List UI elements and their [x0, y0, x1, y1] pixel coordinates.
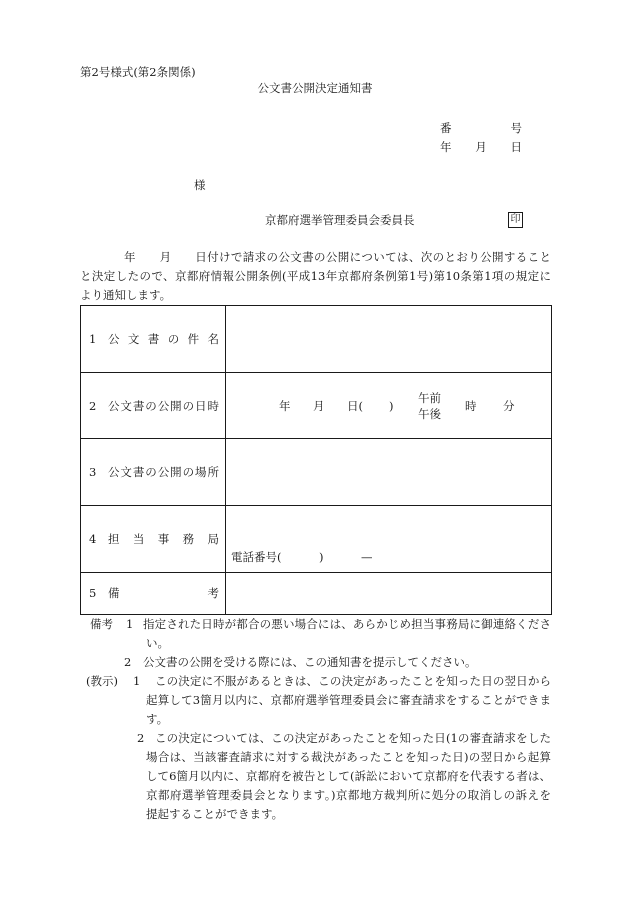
row-number: 5 — [89, 586, 97, 600]
row-label: 公文書の件名 — [108, 332, 219, 346]
instruction-line: す。 — [146, 712, 169, 726]
body-line: と決定したので、京都府情報公開条例(平成13年京都府条例第1号)第10条第1項の規定に — [80, 269, 551, 283]
row-number: 3 — [89, 465, 97, 479]
reference-number: 番 号 — [440, 121, 522, 135]
instruction-line: この決定については、この決定があったことを知った日(1の審査請求をした — [155, 731, 551, 745]
remark-number: 2 — [124, 655, 132, 669]
remark-line: い。 — [146, 636, 169, 650]
row-label: 備考 — [108, 586, 219, 600]
row-label: 公文書の公開の日時 — [108, 399, 219, 413]
table-row — [81, 306, 551, 373]
remarks-label: 備考 — [90, 617, 113, 631]
pm-label: 午後 — [418, 407, 441, 421]
table-row — [81, 506, 551, 573]
instruction-line: 場合は、当該審査請求に対する裁決があったことを知った日)の翌日から起算 — [146, 750, 551, 764]
reference-date: 年 月 日 — [440, 140, 522, 154]
instruction-number: 2 — [137, 731, 145, 745]
body-line: より通知します。 — [80, 288, 172, 302]
row-number: 1 — [89, 332, 97, 346]
table-row — [81, 373, 551, 439]
row-number: 4 — [89, 532, 97, 546]
issuer-name: 京都府選挙管理委員会委員長 — [265, 213, 415, 227]
document-title: 公文書公開決定通知書 — [257, 81, 373, 95]
addressee-suffix: 様 — [194, 178, 206, 192]
remark-line: 指定された日時が都合の悪い場合には、あらかじめ担当事務局に御連絡くださ — [143, 617, 551, 631]
month-label: 月 — [313, 399, 325, 413]
row-label: 担当事務局 — [108, 532, 219, 546]
disclosure-table — [80, 305, 552, 615]
seal-mark: 印 — [508, 212, 523, 228]
instruction-line: この決定に不服があるときは、この決定があったことを知った日の翌日から — [155, 674, 551, 688]
table-row — [81, 573, 551, 614]
day-close: ) — [389, 399, 394, 413]
row-number: 2 — [89, 399, 97, 413]
form-id: 第2号様式(第2条関係) — [80, 65, 196, 79]
phone-close: ) — [319, 550, 324, 564]
instruction-line: 起算して3箇月以内に、京都府選挙管理委員会に審査請求をすることができま — [146, 693, 551, 707]
phone-label: 電話番号( — [231, 550, 282, 564]
body-line: 年 月 日付けで請求の公文書の公開については、次のとおり公開すること — [124, 250, 551, 264]
year-label: 年 — [279, 399, 291, 413]
day-label: 日( — [347, 399, 363, 413]
remark-line: 公文書の公開を受ける際には、この通知書を提示してください。 — [143, 655, 477, 669]
instruction-line: 提起することができます。 — [146, 807, 284, 821]
am-label: 午前 — [418, 391, 441, 405]
remark-number: 1 — [126, 617, 134, 631]
instruction-line: 京都府選挙管理委員会となります。)京都地方裁判所に処分の取消しの訴えを — [146, 788, 551, 802]
hour-label: 時 — [465, 399, 477, 413]
row-label: 公文書の公開の場所 — [108, 465, 219, 479]
instruction-number: 1 — [133, 674, 141, 688]
instruction-line: して6箇月以内に、京都府を被告として(訴訟において京都府を代表する者は、 — [146, 769, 551, 783]
minute-label: 分 — [503, 399, 515, 413]
phone-dash: — — [361, 550, 373, 564]
table-row — [81, 439, 551, 506]
instruction-label: (教示) — [86, 674, 118, 688]
